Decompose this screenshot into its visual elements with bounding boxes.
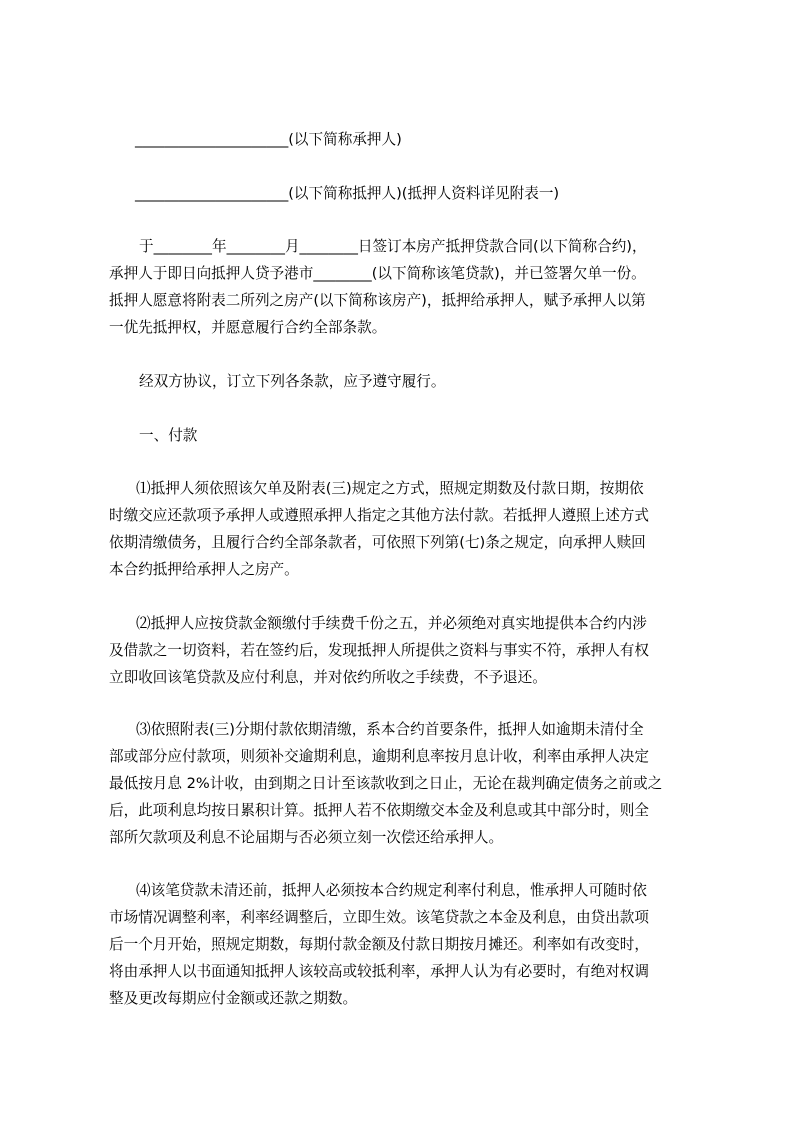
paragraph-line: 承押人于即日向抵押人贷予港市________(以下简称该笔贷款)，并已签署欠单一份。 [109, 265, 646, 282]
paragraph-line: 将由承押人以书面通知抵押人该较高或较抵利率，承押人认为有必要时，有绝对权调 [109, 963, 649, 980]
paragraph-line: 及借款之一切资料，若在签约后，发现抵押人所提供之资料与事实不符，承押人有权 [109, 642, 649, 659]
paragraph-line: 依期清缴债务，且履行合约全部条款者，可依照下列第(七)条之规定，向承押人赎回 [109, 534, 646, 551]
paragraph-line: 一优先抵押权，并愿意履行合约全部条款。 [109, 319, 387, 336]
paragraph-line: 部或部分应付款项，则须补交逾期利息，逾期利息率按月息计收，利率由承押人决定 [109, 748, 649, 765]
paragraph-line: 抵押人愿意将附表二所列之房产(以下简称该房产)，抵押给承押人，赋予承押人以第 [109, 292, 646, 309]
paragraph-line: 整及更改每期应付金额或还款之期数。 [109, 990, 358, 1007]
paragraph-line: 立即收回该笔贷款及应付利息，并对依约所收之手续费，不予退还。 [109, 669, 547, 686]
paragraph-line: 部所欠款项及利息不论届期与否必须立刻一次偿还给承押人。 [109, 829, 504, 846]
paragraph-line: ⑶依照附表(三)分期付款依期清缴，系本合约首要条件，抵押人如逾期未清付全 [136, 721, 644, 738]
paragraph-line: 本合约抵押给承押人之房产。 [109, 561, 299, 578]
paragraph-line: 于________年________月________日签订本房产抵押贷款合同(以下简称合约)， [139, 238, 647, 255]
agreement-statement: 经双方协议，订立下列各条款，应予遵守履行。 [139, 373, 446, 390]
paragraph-line: 时缴交应还款项予承押人或遵照承押人指定之其他方法付款。若抵押人遵照上述方式 [109, 507, 649, 524]
paragraph-line: 后一个月开始，照规定期数，每期付款金额及付款日期按月摊还。利率如有改变时， [109, 936, 649, 953]
mortgagee-line: _____________________(以下简称承押人) [135, 131, 402, 148]
paragraph-line: ⑷该笔贷款未清还前，抵押人必须按本合约规定利率付利息，惟承押人可随时依 [136, 882, 647, 899]
paragraph-line: ⑵抵押人应按贷款金额缴付手续费千份之五，并必须绝对真实地提供本合约内涉 [136, 615, 647, 632]
paragraph-line: 市场情况调整利率，利率经调整后，立即生效。该笔贷款之本金及利息，由贷出款项 [109, 909, 649, 926]
paragraph-line: ⑴抵押人须依照该欠单及附表(三)规定之方式，照规定期数及付款日期，按期依 [136, 480, 644, 497]
section-heading-payment: 一、付款 [139, 427, 198, 444]
paragraph-line: 后，此项利息均按日累积计算。抵押人若不依期缴交本金及利息或其中部分时，则全 [109, 802, 649, 819]
mortgagor-line: _____________________(以下简称抵押人)(抵押人资料详见附表一) [135, 185, 560, 202]
paragraph-line: 最低按月息 2%计收，由到期之日计至该款收到之日止，无论在裁判确定债务之前或之 [109, 775, 663, 792]
